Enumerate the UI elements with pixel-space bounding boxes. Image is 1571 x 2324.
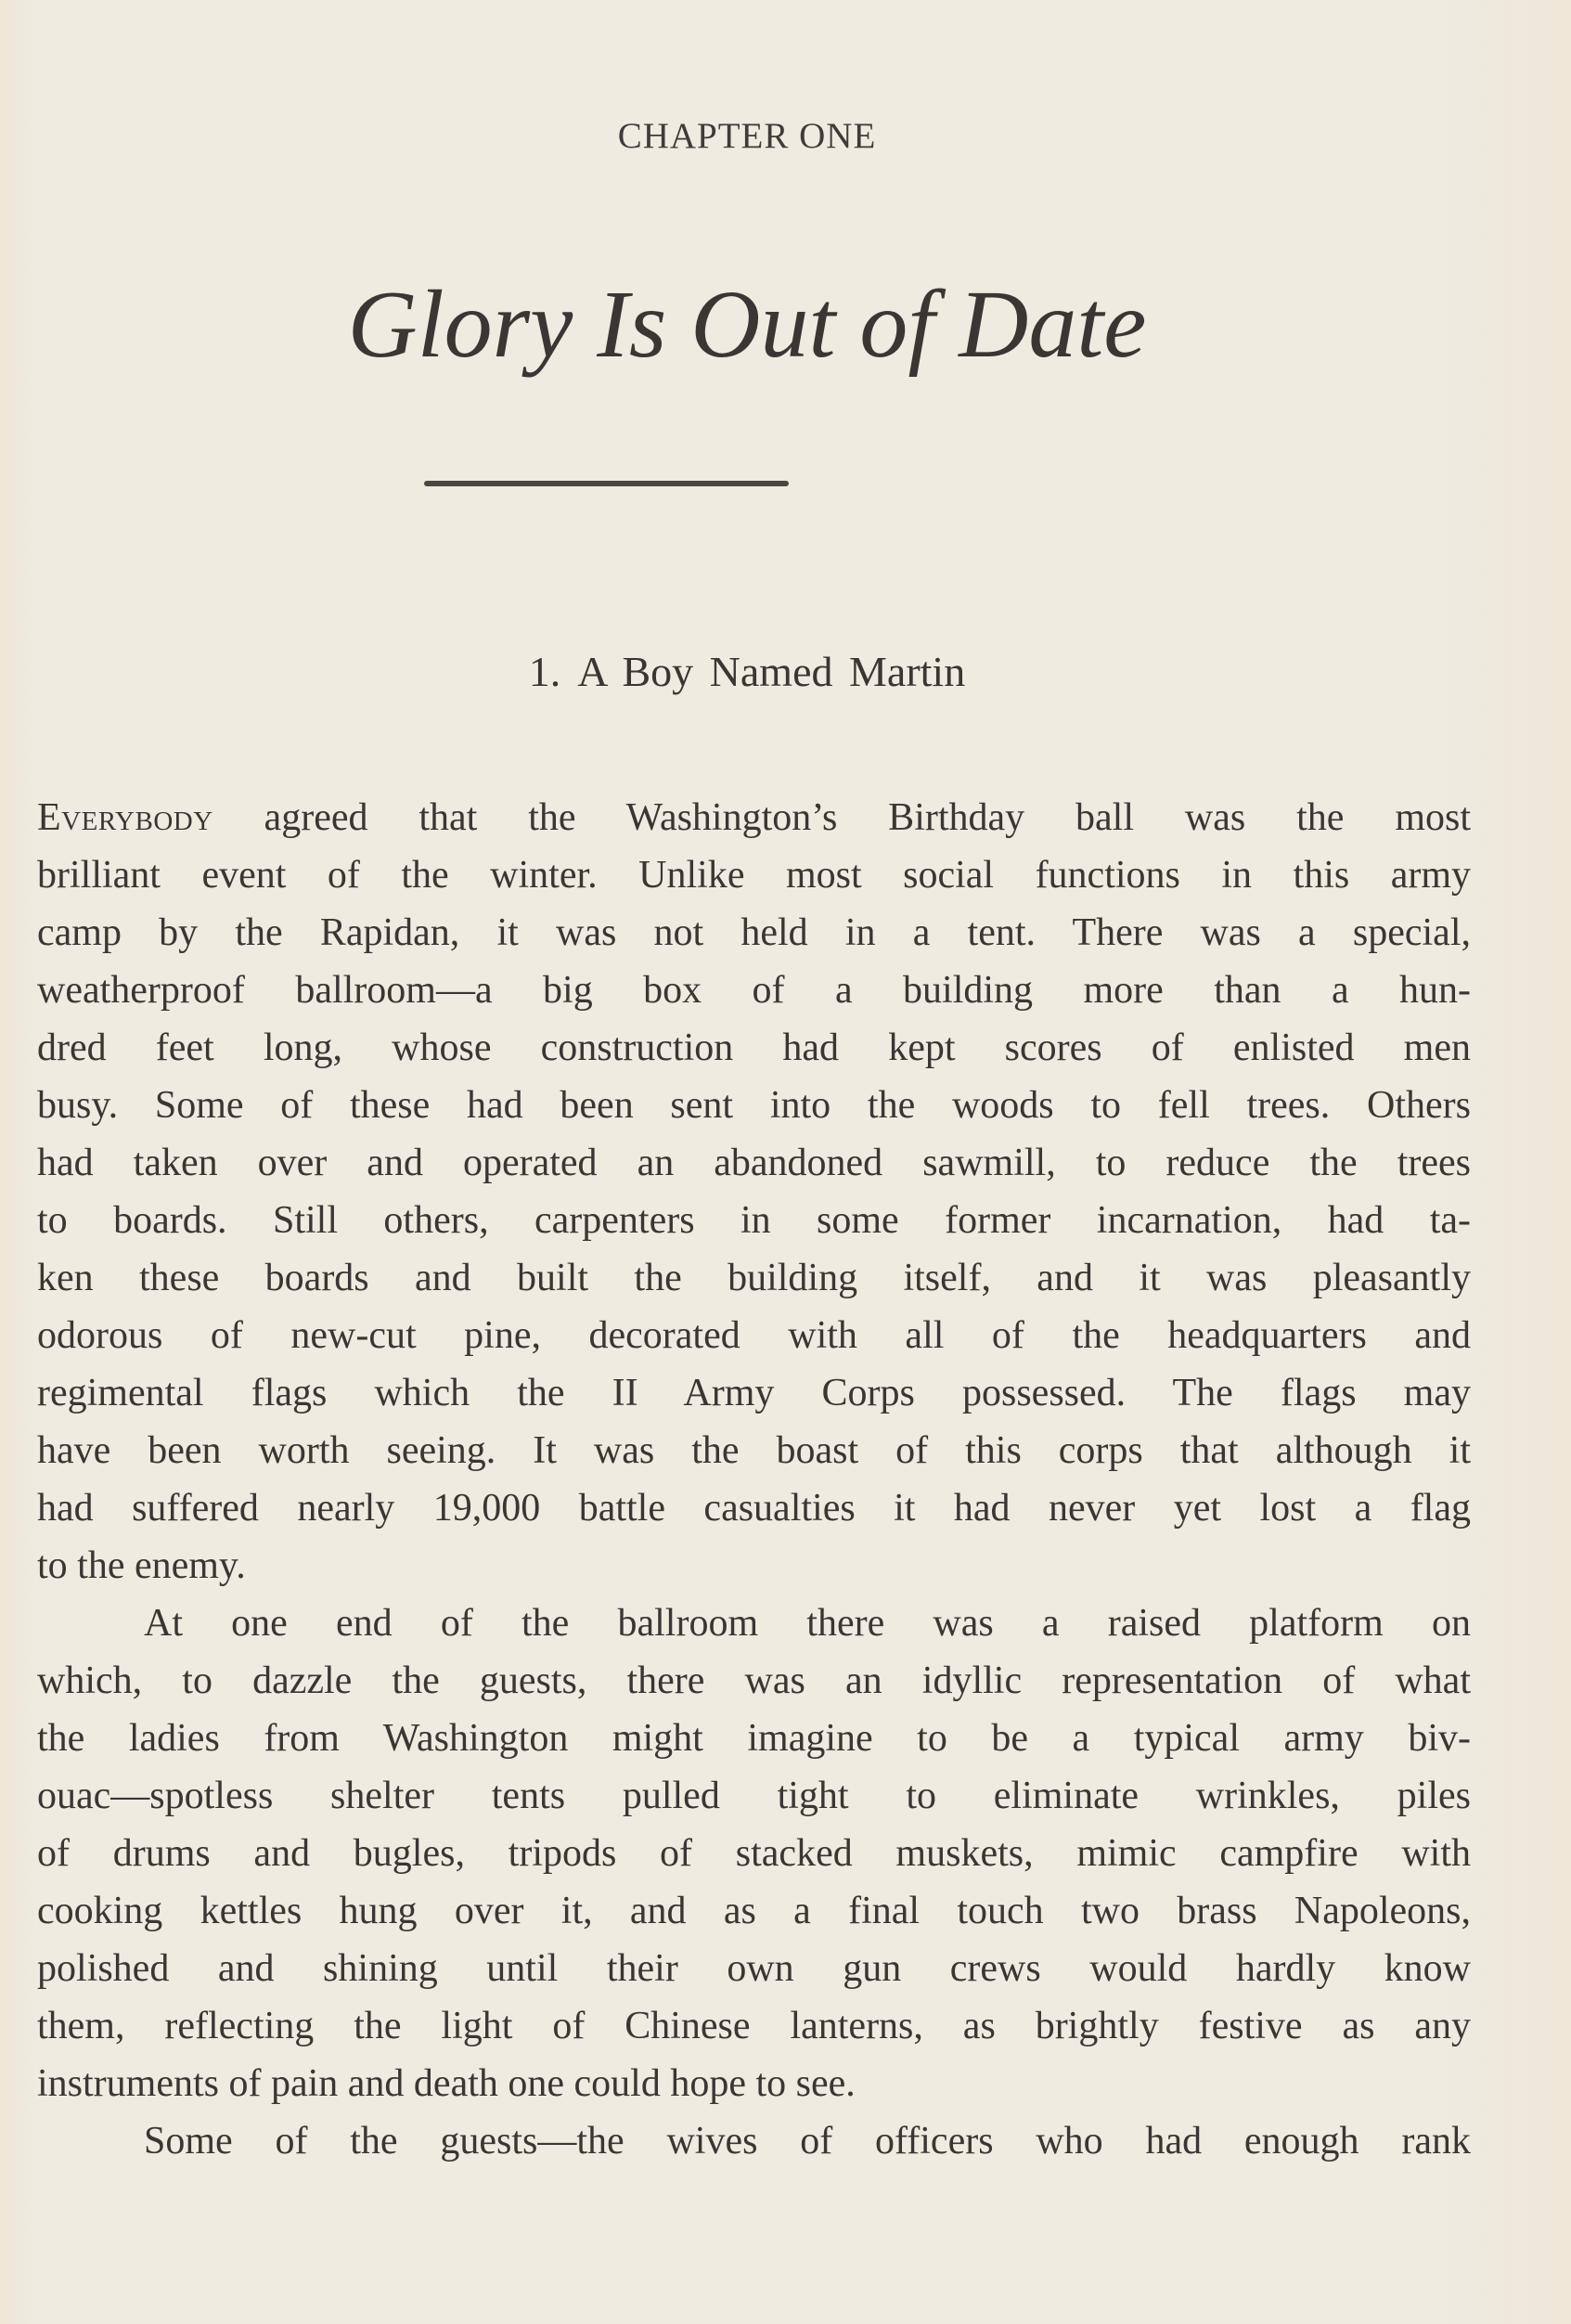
- text-line: cooking kettles hung over it, and as a final touch two brass Napoleons,: [37, 1890, 1471, 1932]
- text-line: to the enemy.: [37, 1544, 246, 1587]
- text-line: camp by the Rapidan, it was not held in a tent. There was a special,: [37, 911, 1471, 954]
- section-heading: [0, 647, 1494, 696]
- section-number: 1.: [528, 648, 561, 695]
- text-line: had taken over and operated an abandoned sawmill, to reduce the trees: [37, 1142, 1471, 1184]
- lead-word: Everybody: [37, 796, 213, 839]
- text-line: have been worth seeing. It was the boast of this corps that although it: [37, 1429, 1471, 1472]
- text-line: them, reflecting the light of Chinese lanterns, as brightly festive as any: [37, 2005, 1471, 2047]
- body-text: [37, 789, 1471, 2170]
- text-line: the ladies from Washington might imagine to be a typical army biv-: [37, 1717, 1471, 1760]
- text-line: which, to dazzle the guests, there was an idyllic representation of what: [37, 1659, 1471, 1702]
- text-line: instruments of pain and death one could hope to see.: [37, 2062, 856, 2105]
- text-line: ouac—spotless shelter tents pulled tight to eliminate wrinkles, piles: [37, 1775, 1471, 1817]
- text-line: regimental flags which the II Army Corps possessed. The flags may: [37, 1372, 1471, 1414]
- text-line: weatherproof ballroom—a big box of a building more than a hun-: [37, 969, 1471, 1012]
- chapter-title: Glory Is Out of Date: [347, 271, 1147, 378]
- title-divider: [424, 481, 789, 486]
- paragraph: [37, 789, 1471, 1595]
- text-line: At one end of the ballroom there was a raised platform on: [144, 1602, 1471, 1645]
- text-line: busy. Some of these had been sent into the woods to fell trees. Others: [37, 1084, 1471, 1127]
- paragraph: [37, 2112, 1471, 2170]
- text-line: Everybody agreed that the Washington’s Birthday ball was the most: [37, 796, 1471, 839]
- text-line: brilliant event of the winter. Unlike most social functions in this army: [37, 854, 1471, 897]
- paragraph: [37, 1595, 1471, 2112]
- text-line: Some of the guests—the wives of officers who had enough rank: [144, 2120, 1471, 2163]
- section-title: A Boy Named Martin: [577, 648, 966, 695]
- chapter-label: CHAPTER ONE: [617, 116, 877, 156]
- text-line: polished and shining until their own gun crews would hardly know: [37, 1947, 1471, 1990]
- text-line: to boards. Still others, carpenters in some former incarnation, had ta-: [37, 1199, 1471, 1242]
- text-line: of drums and bugles, tripods of stacked muskets, mimic campfire with: [37, 1832, 1471, 1875]
- text-line: odorous of new-cut pine, decorated with all of the headquarters and: [37, 1314, 1471, 1357]
- text-line: had suffered nearly 19,000 battle casualties it had never yet lost a flag: [37, 1487, 1471, 1530]
- text-line: ken these boards and built the building itself, and it was pleasantly: [37, 1257, 1471, 1299]
- text-line: dred feet long, whose construction had kept scores of enlisted men: [37, 1026, 1471, 1069]
